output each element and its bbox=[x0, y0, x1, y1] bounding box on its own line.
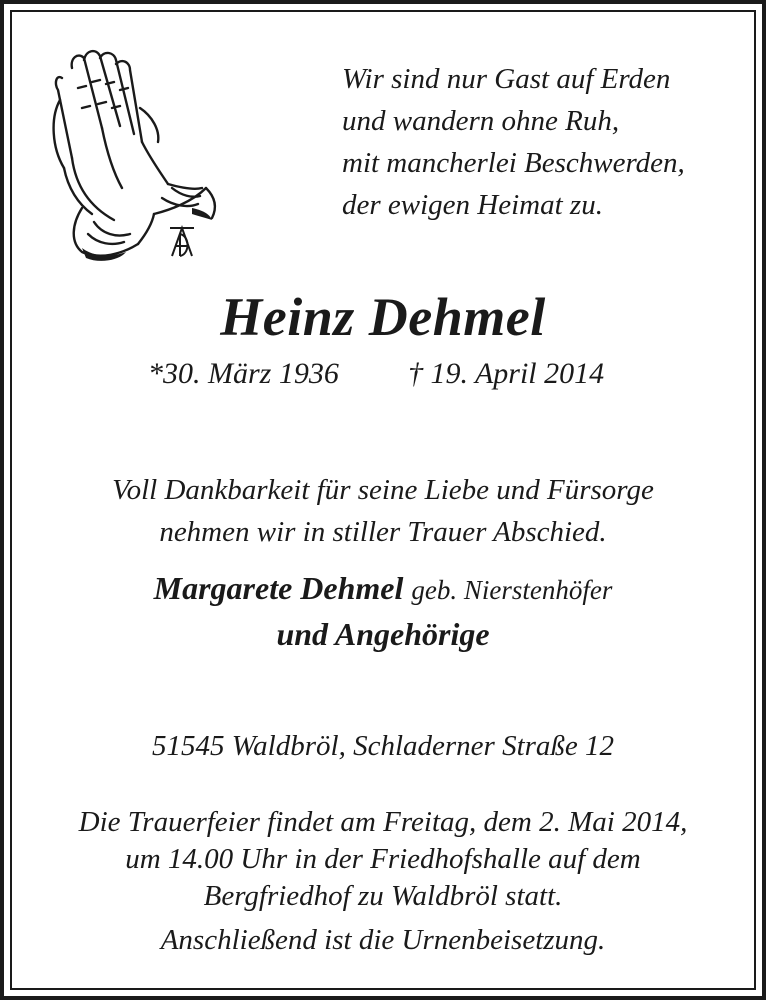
thanks-line: nehmen wir in stiller Trauer Abschied. bbox=[159, 516, 607, 548]
address: 51545 Waldbröl, Schladerner Straße 12 bbox=[151, 730, 615, 762]
spouse-maiden-name: geb. Nierstenhöfer bbox=[411, 575, 613, 605]
spouse-name: Margarete Dehmel bbox=[153, 570, 404, 606]
monogram-icon bbox=[170, 228, 194, 256]
poem-line: Wir sind nur Gast auf Erden bbox=[342, 63, 671, 95]
deceased-name: Heinz Dehmel bbox=[220, 287, 546, 347]
ceremony-line: Die Trauerfeier findet am Freitag, dem 2. Mai 2014, bbox=[78, 806, 688, 838]
urn-line: Anschließend ist die Urnenbeisetzung. bbox=[160, 924, 606, 956]
poem-line: und wandern ohne Ruh, bbox=[342, 105, 620, 137]
birth-date: *30. März 1936 bbox=[148, 357, 339, 390]
poem bbox=[342, 58, 742, 226]
poem-line: mit mancherlei Beschwerden, bbox=[342, 147, 685, 179]
relatives-line: und Angehörige bbox=[276, 616, 490, 652]
praying-hands-icon bbox=[42, 38, 222, 264]
spouse-line bbox=[0, 566, 766, 612]
death-date: † 19. April 2014 bbox=[408, 357, 605, 390]
poem-line: der ewigen Heimat zu. bbox=[342, 189, 603, 221]
thanks-line: Voll Dankbarkeit für seine Liebe und Fürsorge bbox=[112, 474, 654, 506]
ceremony-line: Bergfriedhof zu Waldbröl statt. bbox=[203, 880, 563, 912]
ceremony-line: um 14.00 Uhr in der Friedhofshalle auf dem bbox=[125, 843, 641, 875]
